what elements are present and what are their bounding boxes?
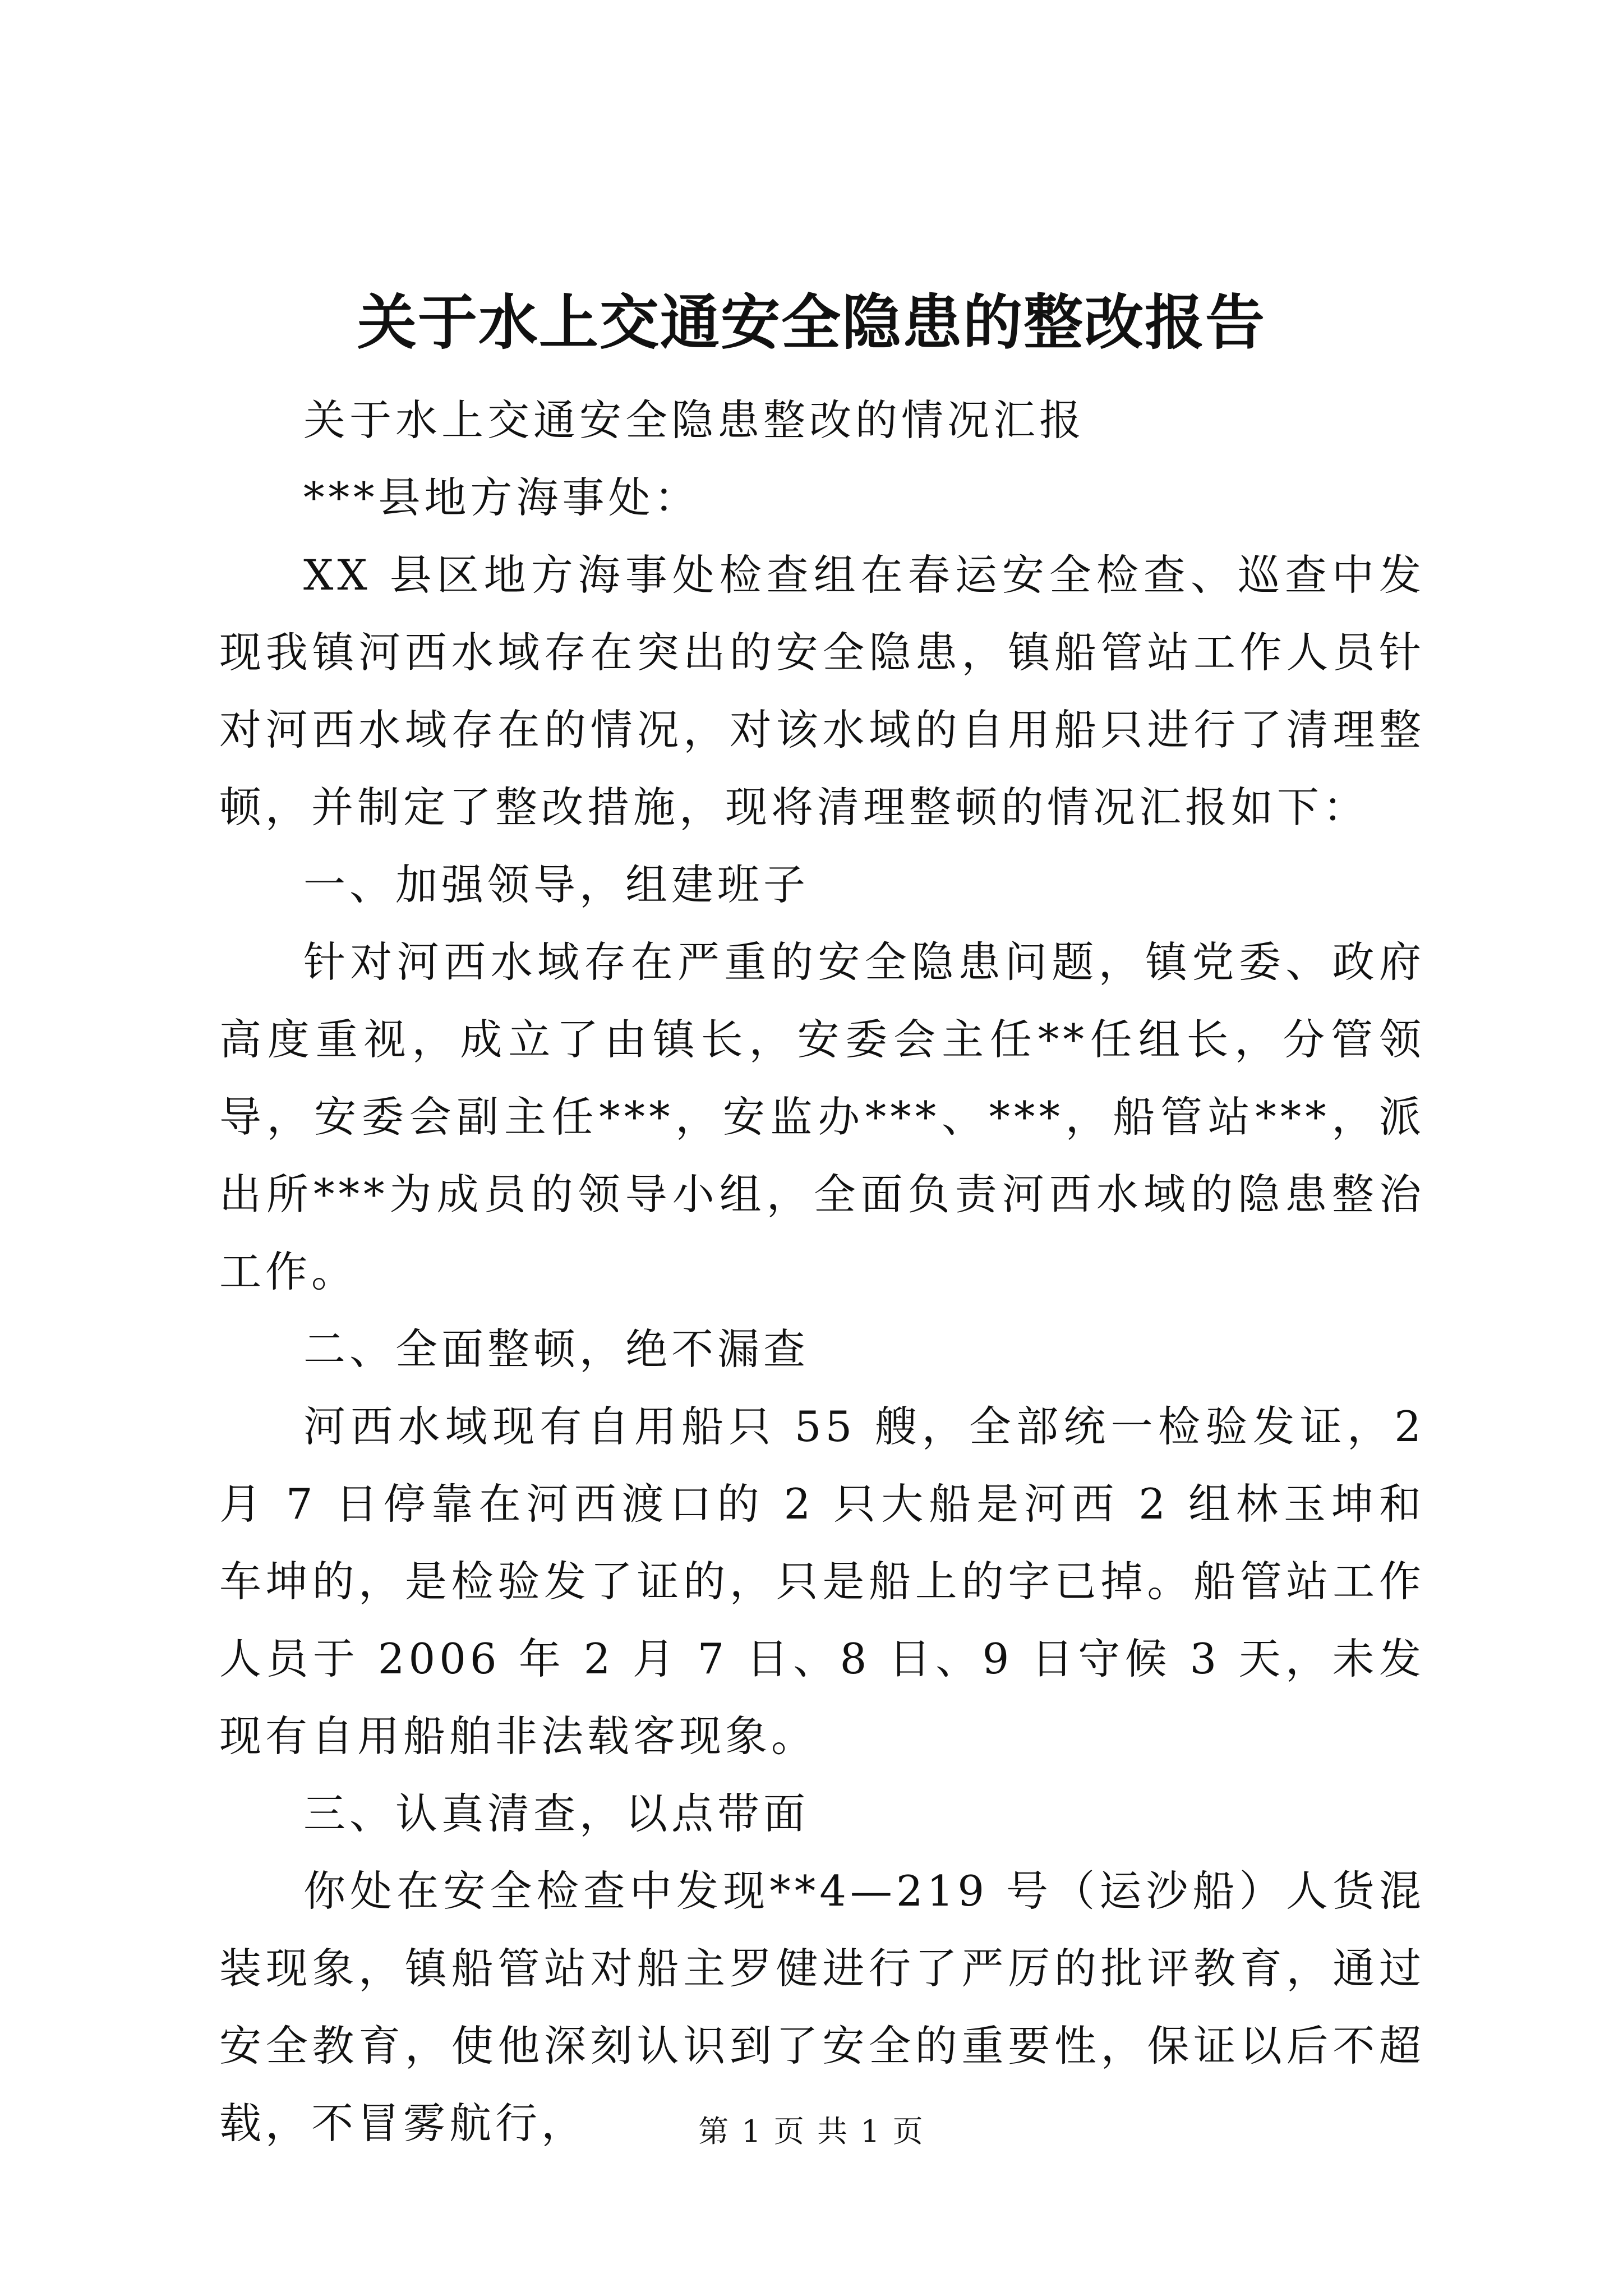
document-body [219, 381, 1425, 2162]
paragraph-section-3: 你处在安全检查中发现**4—219 号（运沙船）人货混装现象，镇船管站对船主罗健进行了严厉的批评教育，通过安全教育，使他深刻认识到了安全的重要性，保证以后不超载，不冒雾航行， [219, 1866, 1425, 2148]
paragraph-section-2: 河西水域现有自用船只 55 艘，全部统一检验发证，2 月 7 日停靠在河西渡口的 2 只大船是河西 2 组林玉坤和车坤的，是检验发了证的，只是船上的字已掉。船管站工作人员于 2006 年 2 月 7 日、8 日、9 日守候 3 天，未发现有自用船舶非法载客现象。 [219, 1402, 1425, 1761]
section-heading-3: 三、认真清查，以点带面 [303, 1789, 810, 1838]
page-footer [0, 2112, 1623, 2151]
paragraph-subtitle: 关于水上交通安全隐患整改的情况汇报 [303, 395, 1086, 445]
page-number-label: 第 1 页 共 1 页 [698, 2114, 925, 2149]
section-heading-1: 一、加强领导，组建班子 [303, 860, 810, 909]
paragraph-intro: XX 县区地方海事处检查组在春运安全检查、巡查中发现我镇河西水域存在突出的安全隐患，镇船管站工作人员针对河西水域存在的情况，对该水域的自用船只进行了清理整顿，并制定了整改措施，现将清理整顿的情况汇报如下： [219, 550, 1425, 832]
document-title: 关于水上交通安全隐患的整改报告 [357, 287, 1266, 357]
section-heading-2: 二、全面整顿，绝不漏查 [303, 1324, 810, 1374]
paragraph-addressee: ***县地方海事处： [303, 473, 700, 522]
paragraph-section-1: 针对河西水域存在严重的安全隐患问题，镇党委、政府高度重视，成立了由镇长，安委会主任**任组长，分管领导，安委会副主任***，安监办***、***，船管站***，派出所***为成员的领导小组，全面负责河西水域的隐患整治工作。 [219, 937, 1425, 1296]
